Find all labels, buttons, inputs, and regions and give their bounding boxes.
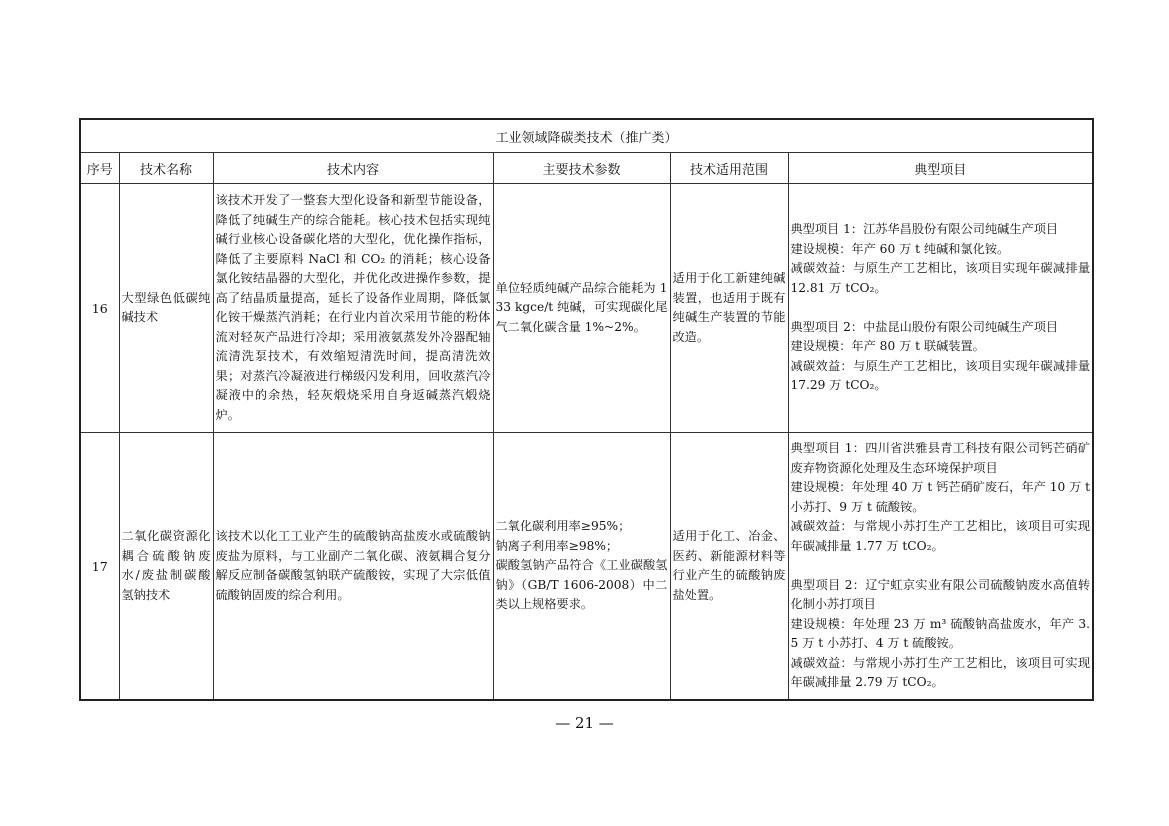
header-name: 技术名称 (119, 153, 213, 184)
row-number: 17 (80, 433, 119, 701)
technology-content: 该技术开发了一整套大型化设备和新型节能设备，降低了纯碱生产的综合能耗。核心技术包括实现纯碱行业核心设备碳化塔的大型化，优化操作指标，降低了主要原料 NaCl 和 CO₂ 的消耗；核心设备氯化铵结晶器的大型化，并优化改进操作参数，提高了结晶质量提高，延长了设备作业周期，降低氯化铵干燥蒸汽消耗；在行业内首次采用节能的粉体流对轻灰产品进行冷却；采用液氨蒸发外冷器配轴流清洗泵技术，有效缩短清洗时间，提高清洗效果；对蒸汽冷凝液进行梯级闪发利用，回收蒸汽冷凝液中的余热，轻灰煅烧采用自身返碱蒸汽煅烧炉。 (213, 184, 493, 433)
technology-table (79, 118, 1094, 701)
project-spacer (791, 298, 1091, 318)
header-scope: 技术适用范围 (670, 153, 788, 184)
header-projects: 典型项目 (788, 153, 1093, 184)
technology-name: 二氧化碳资源化耦合硫酸钠废水/废盐制碳酸氢钠技术 (119, 433, 213, 701)
project-scale: 建设规模：年处理 40 万 t 钙芒硝矿废石，年产 10 万 t 小苏打、9 万 t 硫酸铵。 (790, 480, 1091, 514)
param-line: 二氧化碳利用率≥95%； (495, 519, 631, 534)
technology-scope: 适用于化工新建纯碱装置，也适用于既有纯碱生产装置的节能改造。 (670, 184, 788, 433)
technology-name: 大型绿色低碳纯碱技术 (119, 184, 213, 433)
technology-params: 单位轻质纯碱产品综合能耗为 133 kgce/t 纯碱，可实现碳化尾气二氧化碳含量 1%~2%。 (493, 184, 670, 433)
row-number: 16 (80, 184, 119, 433)
typical-projects (788, 433, 1093, 701)
header-params: 主要技术参数 (493, 153, 670, 184)
project-title: 典型项目 2：中盐昆山股份有限公司纯碱生产项目 (790, 319, 1059, 334)
technology-params (493, 433, 670, 701)
table-row (80, 184, 1093, 433)
table-row (80, 433, 1093, 701)
param-line: 碳酸氢钠产品符合《工业碳酸氢钠》（GB/T 1606-2008）中二类以上规格要求。 (495, 558, 668, 612)
project-title: 典型项目 1：江苏华昌股份有限公司纯碱生产项目 (790, 222, 1059, 237)
project-scale: 建设规模：年处理 23 万 m³ 硫酸钠高盐废水，年产 3.5 万 t 小苏打、4 万 t 硫酸铵。 (790, 616, 1091, 651)
header-no: 序号 (80, 153, 119, 184)
technology-content: 该技术以化工工业产生的硫酸钠高盐废水或硫酸钠废盐为原料，与工业副产二氧化碳、液氨耦合复分解反应制备碳酸氢钠联产硫酸铵，实现了大宗低值硫酸钠固废的综合利用。 (213, 433, 493, 701)
project-spacer (791, 556, 1091, 576)
project-benefit: 减碳效益：与常规小苏打生产工艺相比，该项目可实现年碳减排量 1.77 万 tCO₂。 (790, 519, 1091, 553)
header-content: 技术内容 (213, 153, 493, 184)
page-number: — 21 — (555, 714, 614, 732)
table-title: 工业领域降碳类技术（推广类） (80, 119, 1093, 153)
project-benefit: 减碳效益：与原生产工艺相比，该项目实现年碳减排量 17.29 万 tCO₂。 (790, 358, 1091, 393)
param-line: 钠离子利用率≥98%； (495, 538, 619, 553)
technology-scope: 适用于化工、冶金、医药、新能源材料等行业产生的硫酸钠废盐处置。 (670, 433, 788, 701)
project-title: 典型项目 1：四川省洪雅县青工科技有限公司钙芒硝矿废弃物资源化处理及生态环境保护项目 (790, 441, 1091, 475)
typical-projects (788, 184, 1093, 433)
project-scale: 建设规模：年产 60 万 t 纯碱和氯化铵。 (790, 241, 1010, 256)
header-row (80, 153, 1093, 184)
project-scale: 建设规模：年产 80 万 t 联碱装置。 (790, 339, 985, 354)
project-benefit: 减碳效益：与常规小苏打生产工艺相比，该项目可实现年碳减排量 2.79 万 tCO₂。 (790, 655, 1091, 690)
project-benefit: 减碳效益：与原生产工艺相比，该项目实现年碳减排量 12.81 万 tCO₂。 (790, 261, 1091, 295)
project-title: 典型项目 2：辽宁虹京实业有限公司硫酸钠废水高值转化制小苏打项目 (790, 577, 1091, 612)
